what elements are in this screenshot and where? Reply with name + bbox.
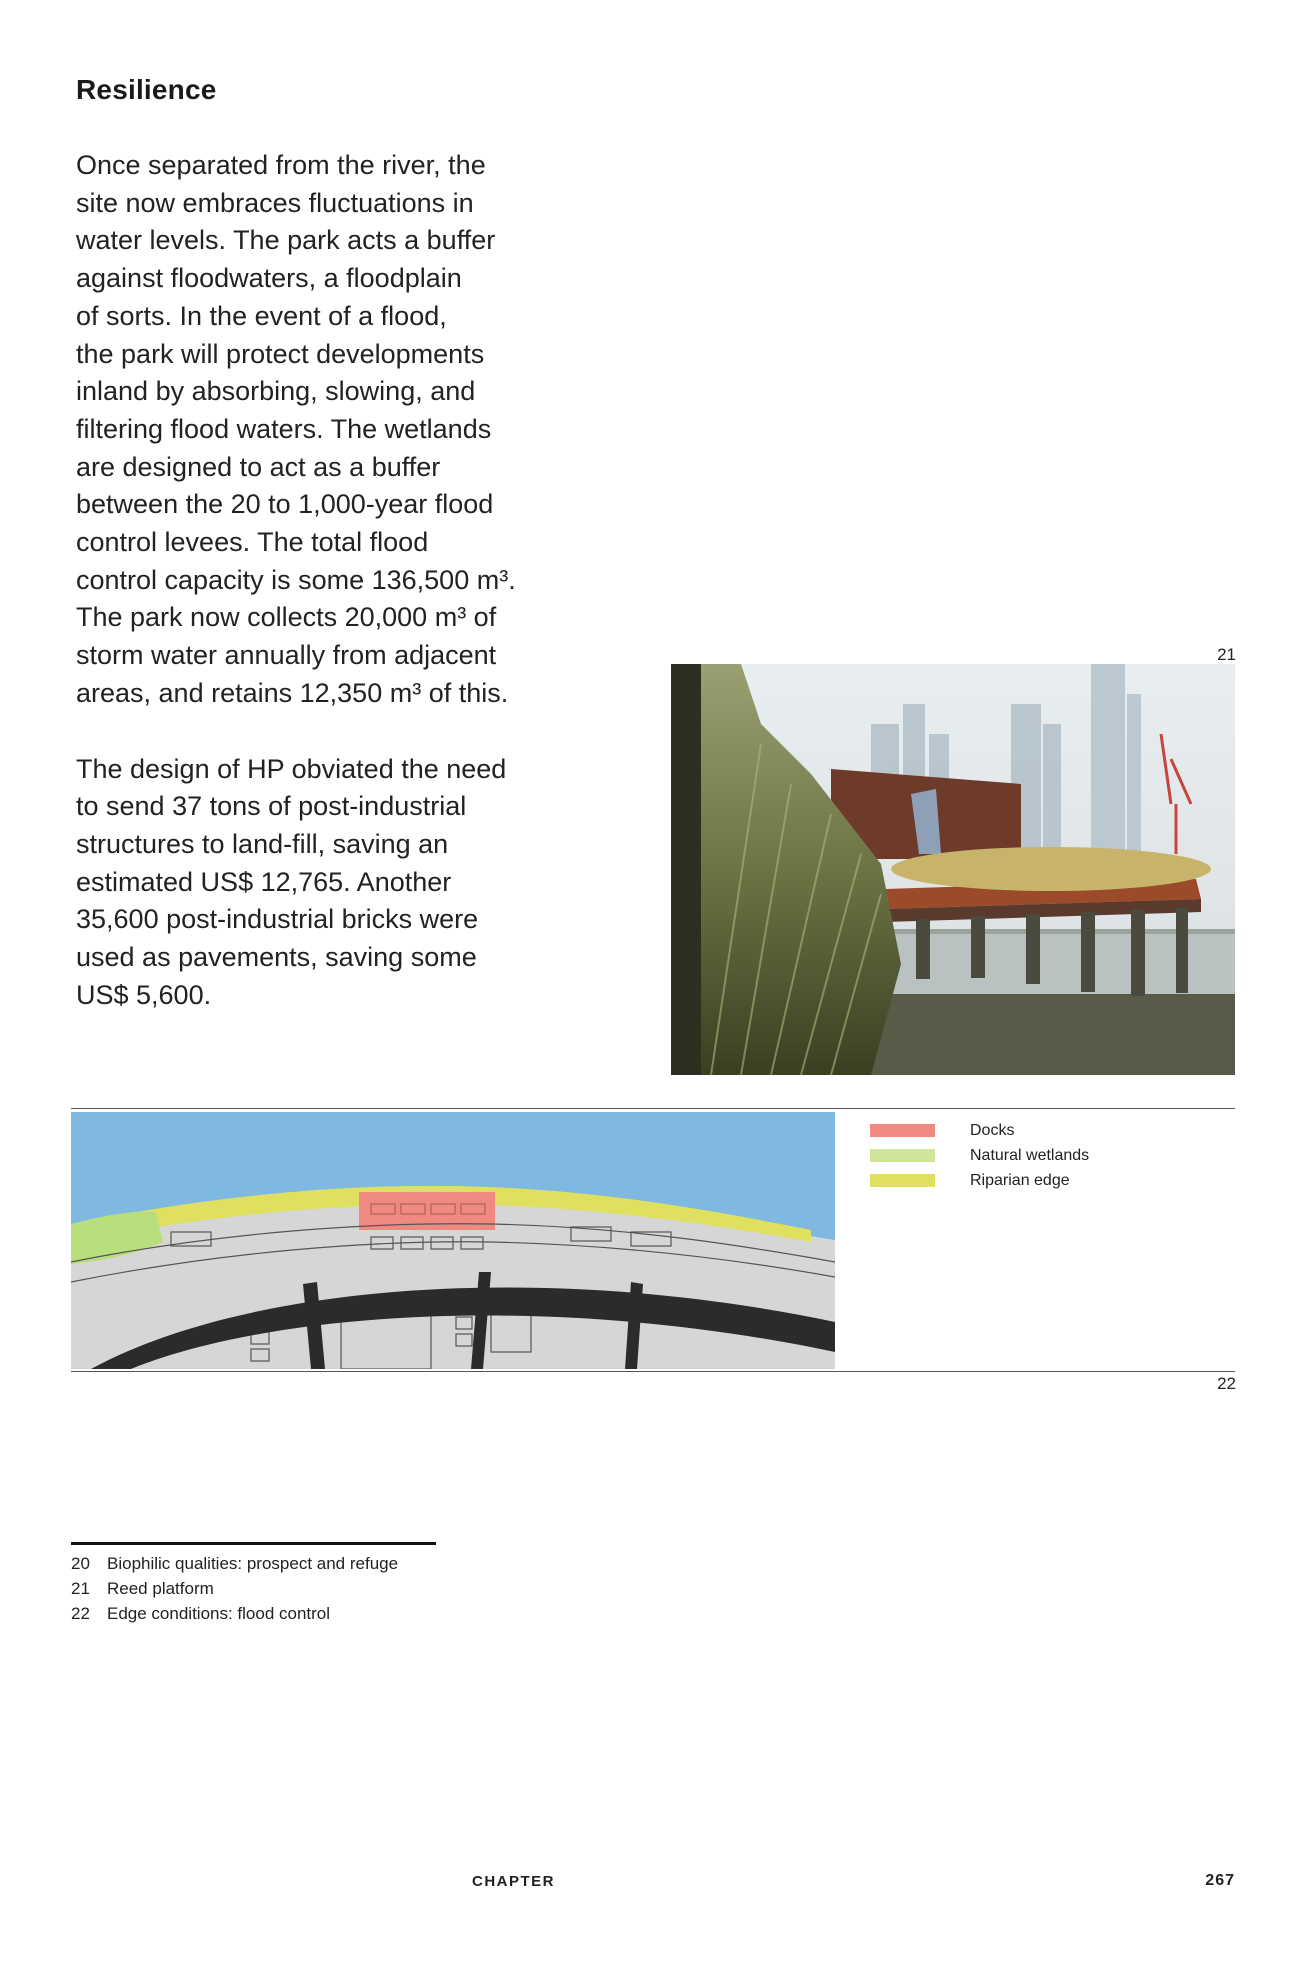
footnote-rule [71,1542,436,1545]
map-legend [870,1118,1089,1193]
reed-platform-photo [671,664,1235,1075]
legend-swatch-docks [870,1124,935,1137]
legend-item-natural-wetlands [870,1143,1089,1168]
edge-conditions-map [71,1112,835,1369]
footnote-text: Reed platform [107,1579,214,1598]
footnote-number: 22 [71,1604,90,1623]
legend-item-docks [870,1118,1089,1143]
legend-label: Natural wetlands [970,1146,1090,1164]
paragraph-2: The design of HP obviated the need to send 37 tons of post-industrial structures to land-fill, saving an estimated US$ 12,765. Another 35,600 post-industrial bricks were used as pavements, saving some US$ 5,600. [76,753,507,1010]
footnote-item [71,1551,398,1576]
page-number: 267 [1205,1872,1235,1889]
legend-label: Riparian edge [970,1171,1070,1189]
footnote-item [71,1576,398,1601]
legend-item-riparian-edge [870,1168,1089,1193]
legend-label: Docks [970,1121,1015,1139]
figure-number-21: 21 [1217,645,1236,664]
legend-swatch-natural-wetlands [870,1149,935,1162]
legend-swatch-riparian-edge [870,1174,935,1187]
footnote-text: Edge conditions: flood control [107,1604,331,1623]
figure-number-22: 22 [1217,1374,1236,1393]
footnote-number: 20 [71,1554,90,1573]
map-bottom-rule [71,1371,1235,1372]
footnote-text: Biophilic qualities: prospect and refuge [107,1554,399,1573]
footer-chapter: CHAPTER [472,1873,556,1890]
section-heading: Resilience [76,74,217,105]
body-text [76,147,556,1052]
footnote-item [71,1601,398,1626]
footnote-number: 21 [71,1579,90,1598]
paragraph-1: Once separated from the river, the site now embraces fluctuations in water levels. The park acts a buffer against floodwaters, a floodplain of sorts. In the event of a flood, the park will protect developments inland by absorbing, slowing, and filtering flood waters. The wetlands are designed to act as a buffer between the 20 to 1,000-year flood control levees. The total flood control capacity is some 136,500 m³. The park now collects 20,000 m³ of storm water annually from adjacent areas, and retains 12,350 m³ of this. [76,150,516,708]
footnotes [71,1551,398,1626]
map-top-rule [71,1108,1235,1109]
